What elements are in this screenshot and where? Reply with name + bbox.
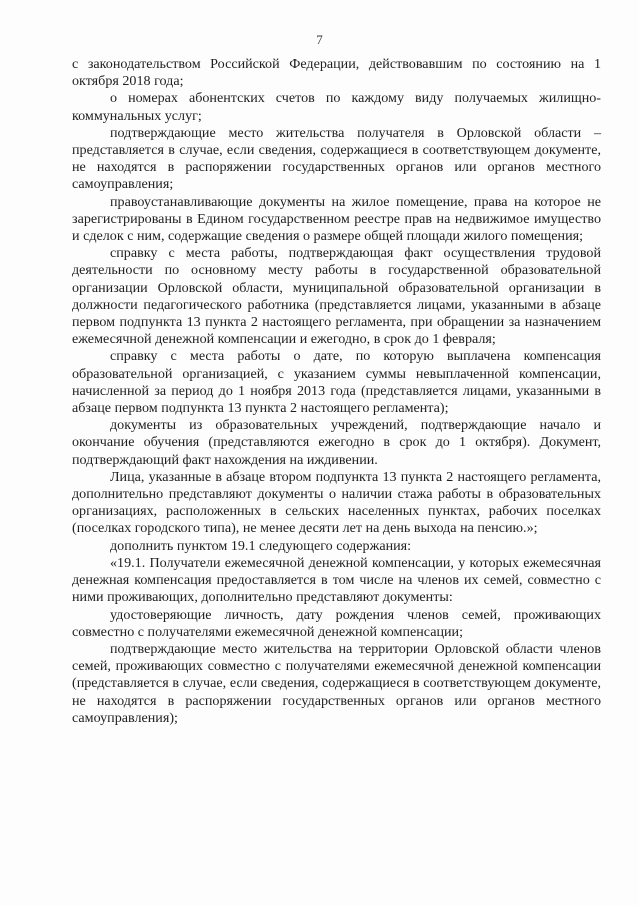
- paragraph: правоустанавливающие документы на жилое помещение, права на которое не зарегистрированы в Едином государственном реестре прав на недвижимое имущество и сделок с ним, содержащие сведения о размере общей площади жилого помещения;: [72, 193, 601, 245]
- document-body: [72, 56, 601, 727]
- page-number: 7: [316, 32, 323, 47]
- paragraph: подтверждающие место жительства на территории Орловской области членов семей, проживающих совместно с получателями ежемесячной денежной компенсации (представляется в случае, если сведения, содержащиеся в соответствующем документе, не находятся в распоряжении государственных органов или органов местного самоуправления);: [72, 640, 601, 726]
- paragraph: о номерах абонентских счетов по каждому виду получаемых жилищно-коммунальных услуг;: [72, 90, 601, 124]
- paragraph: дополнить пунктом 19.1 следующего содержания:: [110, 537, 412, 554]
- paragraph: документы из образовательных учреждений, подтверждающие начало и окончание обучения (представляются ежегодно в срок до 1 октября). Документ, подтверждающий факт нахождения на иждивении.: [72, 417, 601, 468]
- paragraph: справку с места работы о дате, по которую выплачена компенсация образовательной организацией, с указанием суммы невыплаченной компенсации, начисленной за период до 1 ноября 2013 года (представляется лицами, указанными в абзаце первом подпункта 13 пункта 2 настоящего регламента);: [72, 348, 601, 417]
- paragraph: справку с места работы, подтверждающая факт осуществления трудовой деятельности по основному месту работы в государственной образовательной организации Орловской области, муниципальной образовательной организации в должности педагогического работника (представляется лицами, указанными в абзаце первом подпункта 13 пункта 2 настоящего регламента, при обращении за назначением ежемесячной денежной компенсации и ежегодно, в срок до 1 февраля;: [72, 245, 601, 348]
- paragraph: с законодательством Российской Федерации, действовавшим по состоянию на 1 октября 2018 года;: [72, 56, 601, 90]
- paragraph: «19.1. Получатели ежемесячной денежной компенсации, у которых ежемесячная денежная компенсация предоставляется в том числе на членов их семей, совместно с ними проживающих, дополнительно представляют документы:: [72, 554, 601, 606]
- paragraph: подтверждающие место жительства получателя в Орловской области – представляется в случае, если сведения, содержащиеся в соответствующем документе, не находятся в распоряжении государственных органов или органов местного самоуправления;: [72, 124, 601, 193]
- paragraph: удостоверяющие личность, дату рождения членов семей, проживающих совместно с получателями ежемесячной денежной компенсации;: [72, 606, 601, 640]
- paragraph: Лица, указанные в абзаце втором подпункта 13 пункта 2 настоящего регламента, дополнительно представляют документы о наличии стажа работы в образовательных организациях, расположенных в сельских населенных пунктах, рабочих поселках (поселках городского типа), не менее десяти лет на день выхода на пенсию.»;: [72, 468, 601, 537]
